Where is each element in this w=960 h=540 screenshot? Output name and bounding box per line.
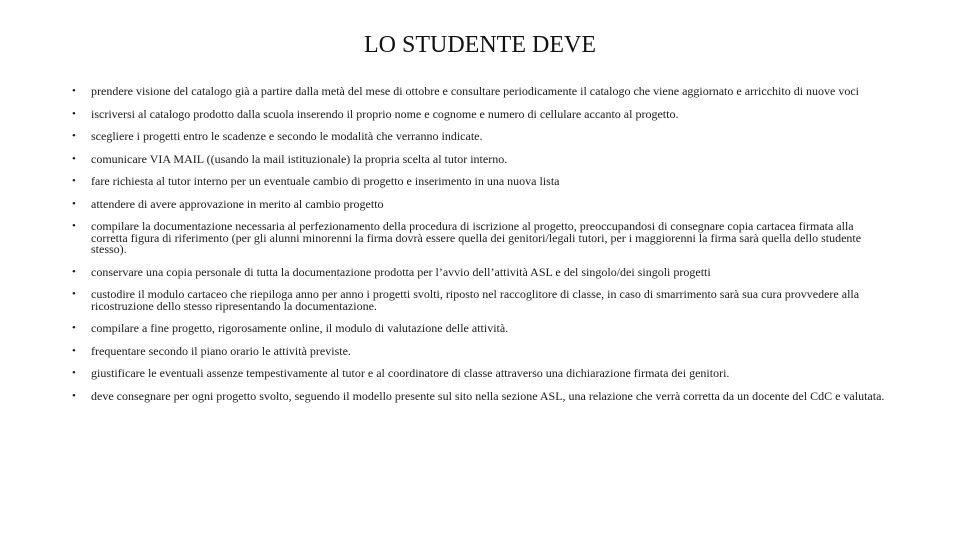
bullet-icon: •: [72, 130, 76, 142]
list-item: [72, 323, 892, 335]
bullet-icon: •: [72, 197, 76, 210]
list-item-text: giustificare le eventuali assenze tempestivamente al tutor e al coordinatore di classe attraverso una dichiarazione firmata dei genitori.: [91, 366, 730, 380]
bullet-icon: •: [72, 288, 76, 300]
list-item: [72, 176, 892, 188]
bullet-icon: •: [72, 175, 76, 187]
list-item-text: compilare la documentazione necessaria al perfezionamento della procedura di iscrizione al progetto, preoccupandosi di consegnare copia cartacea firmata alla corretta figura di riferimento (per gli alunni minorenni la firma dovrà essere quella dei genitori/legali tutori, per i maggiorenni la firma sarà quella dello studente stesso).: [91, 219, 862, 256]
list-item-text: iscriversi al catalogo prodotto dalla scuola inserendo il proprio nome e cognome e numero di cellulare accanto al progetto.: [91, 106, 679, 121]
slide-title: LO STUDENTE DEVE: [364, 32, 596, 58]
bullet-list: [72, 86, 892, 413]
list-item: [72, 196, 892, 211]
list-item: [72, 86, 892, 98]
list-item-text: attendere di avere approvazione in merito al cambio progetto: [91, 196, 384, 211]
list-item: [72, 343, 892, 358]
list-item: [72, 264, 892, 279]
list-item-text: frequentare secondo il piano orario le attività previste.: [91, 343, 351, 358]
list-item: [72, 151, 892, 166]
list-item-text: deve consegnare per ogni progetto svolto, seguendo il modello presente sul sito nella sezione ASL, una relazione che verrà corretta da un docente del CdC e valutata.: [91, 388, 885, 403]
list-item: [72, 388, 892, 403]
bullet-icon: •: [72, 152, 76, 165]
list-item-text: comunicare VIA MAIL ((usando la mail istituzionale) la propria scelta al tutor interno.: [91, 151, 508, 166]
list-item-text: conservare una copia personale di tutta la documentazione prodotta per l’avvio dell’attività ASL e del singolo/dei singoli progetti: [91, 264, 711, 279]
bullet-icon: •: [72, 220, 76, 232]
list-item-text: compilare a fine progetto, rigorosamente online, il modulo di valutazione delle attività.: [91, 321, 509, 335]
list-item-text: prendere visione del catalogo già a partire dalla metà del mese di ottobre e consultare periodicamente il catalogo che viene aggiornato e arricchito di nuove voci: [91, 84, 860, 98]
list-item: [72, 106, 892, 121]
bullet-icon: •: [72, 322, 76, 334]
bullet-icon: •: [72, 389, 76, 402]
list-item: [72, 289, 892, 312]
bullet-icon: •: [72, 85, 76, 97]
bullet-icon: •: [72, 265, 76, 278]
list-item-text: custodire il modulo cartaceo che riepiloga anno per anno i progetti svolti, riposto nel raccoglitore di classe, in caso di smarrimento sarà sua cura provvedere alla ricostruzione dello stesso ripresentando la documentazione.: [91, 287, 860, 313]
list-item: [72, 131, 892, 143]
bullet-icon: •: [72, 344, 76, 357]
list-item-text: fare richiesta al tutor interno per un eventuale cambio di progetto e inserimento in una nuova lista: [91, 174, 560, 188]
list-item: [72, 221, 892, 256]
list-item-text: scegliere i progetti entro le scadenze e secondo le modalità che verranno indicate.: [91, 129, 483, 143]
bullet-icon: •: [72, 107, 76, 120]
bullet-icon: •: [72, 367, 76, 379]
list-item: [72, 368, 892, 380]
